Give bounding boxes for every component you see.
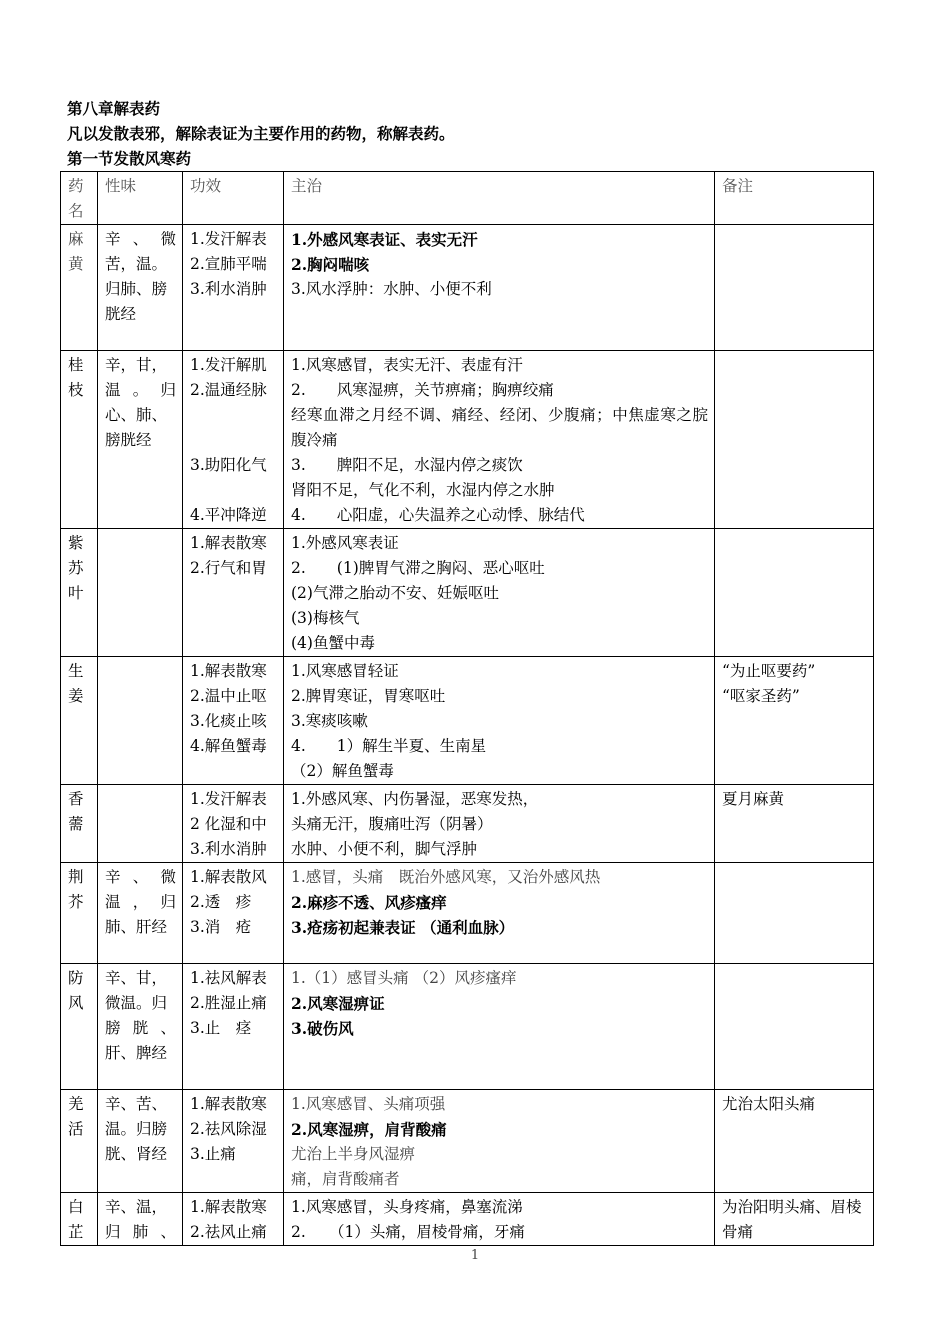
table-row bbox=[61, 863, 874, 964]
table-row bbox=[61, 1090, 874, 1193]
herb-note bbox=[715, 351, 874, 529]
herb-taste: 辛、微 苦，温。 归肺、膀 胱经 bbox=[98, 225, 183, 351]
chapter-intro: 凡以发散表邪，解除表证为主要作用的药物，称解表药。 bbox=[67, 124, 455, 143]
header-taste: 性味 bbox=[98, 172, 183, 225]
table-header-row bbox=[61, 172, 874, 225]
chapter-title: 第八章解表药 bbox=[67, 99, 161, 118]
header-indication: 主治 bbox=[284, 172, 715, 225]
herb-table bbox=[60, 171, 874, 1246]
herb-indication: 1.外感风寒、内伤暑湿，恶寒发热， 头痛无汗，腹痛吐泻（阴暑） 水肿、小便不利，脚气浮肿 bbox=[284, 785, 715, 863]
herb-taste bbox=[98, 785, 183, 863]
herb-name: 白芷 bbox=[61, 1193, 98, 1246]
table-row bbox=[61, 1193, 874, 1246]
herb-note bbox=[715, 225, 874, 351]
herb-indication: 1.（1）感冒头痛 （2）风疹瘙痒 2.风寒湿痹证 3.破伤风 bbox=[284, 964, 715, 1090]
herb-indication: 1.外感风寒表证、表实无汗 2.胸闷喘咳 3.风水浮肿：水肿、小便不利 bbox=[284, 225, 715, 351]
herb-note: 为治阳明头痛、眉棱骨痛 bbox=[715, 1193, 874, 1246]
header-name: 药名 bbox=[61, 172, 98, 225]
herb-effect: 1.解表散风 2.透 疹 3.消 疮 bbox=[183, 863, 284, 964]
herb-note bbox=[715, 964, 874, 1090]
herb-indication: 1.风寒感冒、头痛项强 2.风寒湿痹，肩背酸痛 尤治上半身风湿痹 痛，肩背酸痛者 bbox=[284, 1090, 715, 1193]
herb-effect: 1.发汗解肌 2.温通经脉 3.助阳化气 4.平冲降逆 bbox=[183, 351, 284, 529]
herb-indication: 1.感冒，头痛 既治外感风寒，又治外感风热 2.麻疹不透、风疹瘙痒 3.疮疡初起兼表证 （通利血脉） bbox=[284, 863, 715, 964]
herb-note: 尤治太阳头痛 bbox=[715, 1090, 874, 1193]
herb-taste bbox=[98, 529, 183, 657]
table-row bbox=[61, 964, 874, 1090]
herb-note: “为止呕要药” “呕家圣药” bbox=[715, 657, 874, 785]
table-row bbox=[61, 657, 874, 785]
herb-effect: 1.发汗解表 2.宣肺平喘 3.利水消肿 bbox=[183, 225, 284, 351]
herb-indication: 1.风寒感冒，表实无汗、表虚有汗 2. 风寒湿痹，关节痹痛；胸痹绞痛 经寒血滞之月经不调、痛经、经闭、少腹痛；中焦虚寒之脘腹冷痛 3. 脾阳不足，水湿内停之痰饮 肾阳不足，气化不利，水湿内停之水肿 4. 心阳虚，心失温养之心动悸、脉结代 bbox=[284, 351, 715, 529]
table-row bbox=[61, 225, 874, 351]
header-note: 备注 bbox=[715, 172, 874, 225]
herb-name: 防风 bbox=[61, 964, 98, 1090]
table-row bbox=[61, 529, 874, 657]
page-number: 1 bbox=[470, 1248, 480, 1263]
herb-name: 生姜 bbox=[61, 657, 98, 785]
section-title: 第一节发散风寒药 bbox=[67, 149, 192, 168]
herb-name: 羌活 bbox=[61, 1090, 98, 1193]
herb-taste: 辛、甘， 微温。归 膀胱、 肝、脾经 bbox=[98, 964, 183, 1090]
herb-name: 荆芥 bbox=[61, 863, 98, 964]
herb-taste: 辛、苦、 温。归膀 胱、肾经 bbox=[98, 1090, 183, 1193]
herb-taste bbox=[98, 657, 183, 785]
herb-effect: 1.祛风解表 2.胜湿止痛 3.止 痉 bbox=[183, 964, 284, 1090]
herb-effect: 1.解表散寒 2.祛风除湿 3.止痛 bbox=[183, 1090, 284, 1193]
herb-taste: 辛、温， 归肺、 bbox=[98, 1193, 183, 1246]
herb-name: 麻黄 bbox=[61, 225, 98, 351]
herb-effect: 1.解表散寒 2.温中止呕 3.化痰止咳 4.解鱼蟹毒 bbox=[183, 657, 284, 785]
herb-indication: 1.风寒感冒轻证 2.脾胃寒证，胃寒呕吐 3.寒痰咳嗽 4. 1）解生半夏、生南星 （2）解鱼蟹毒 bbox=[284, 657, 715, 785]
herb-effect: 1.发汗解表 2 化湿和中 3.利水消肿 bbox=[183, 785, 284, 863]
herb-note: 夏月麻黄 bbox=[715, 785, 874, 863]
herb-indication: 1.外感风寒表证 2. (1)脾胃气滞之胸闷、恶心呕吐 (2)气滞之胎动不安、妊娠呕吐 (3)梅核气 (4)鱼蟹中毒 bbox=[284, 529, 715, 657]
herb-name: 桂枝 bbox=[61, 351, 98, 529]
herb-note bbox=[715, 863, 874, 964]
herb-effect: 1.解表散寒 2.行气和胃 bbox=[183, 529, 284, 657]
header-effect: 功效 bbox=[183, 172, 284, 225]
herb-indication: 1.风寒感冒，头身疼痛，鼻塞流涕 2. （1）头痛，眉棱骨痛，牙痛 bbox=[284, 1193, 715, 1246]
herb-name: 紫苏叶 bbox=[61, 529, 98, 657]
herb-note bbox=[715, 529, 874, 657]
herb-taste: 辛，甘， 温。归 心、肺、 膀胱经 bbox=[98, 351, 183, 529]
table-row bbox=[61, 351, 874, 529]
herb-effect: 1.解表散寒 2.祛风止痛 bbox=[183, 1193, 284, 1246]
herb-taste: 辛、微 温，归 肺、肝经 bbox=[98, 863, 183, 964]
herb-name: 香薷 bbox=[61, 785, 98, 863]
table-row bbox=[61, 785, 874, 863]
